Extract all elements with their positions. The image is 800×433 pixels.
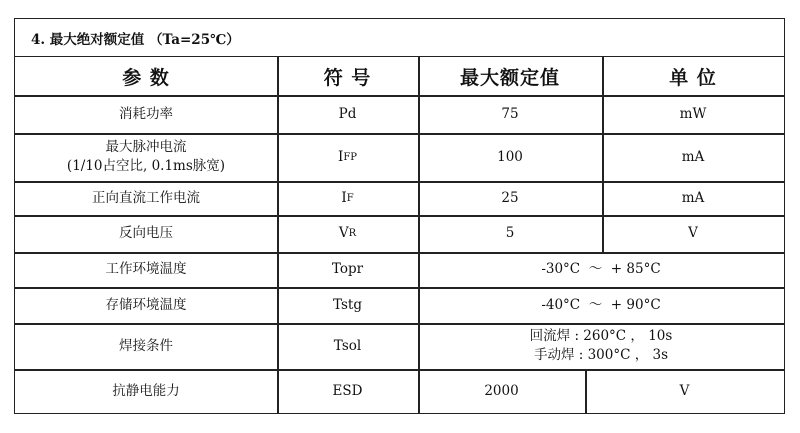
value-cell: -40°C ～ + 90°C xyxy=(541,296,661,313)
symbol-cell: Topr xyxy=(331,261,364,277)
value-line: 手动焊 : 300°C ， 3s xyxy=(533,347,669,363)
value-line: 回流焊 : 260°C ， 10s xyxy=(529,328,673,344)
symbol-main: I xyxy=(341,189,347,206)
param-cell: 消耗功率 xyxy=(119,105,173,122)
param-cell: 正向直流工作电流 xyxy=(92,189,200,206)
value-cell: 25 xyxy=(501,189,519,206)
symbol-cell xyxy=(277,215,418,252)
value-cell: 2000 xyxy=(484,382,519,399)
value-cell xyxy=(418,323,784,369)
header-max-rating: 最大额定值 xyxy=(459,66,560,89)
symbol-cell: Pd xyxy=(338,105,357,122)
value-cell: 100 xyxy=(497,148,523,165)
unit-cell: mW xyxy=(679,105,707,122)
symbol-cell: Tstg xyxy=(332,296,363,313)
symbol-cell xyxy=(277,181,418,215)
header-parameter: 参 数 xyxy=(122,66,170,89)
ratings-table xyxy=(14,18,785,414)
unit-cell: V xyxy=(679,382,690,399)
symbol-cell xyxy=(277,133,418,181)
param-cell: 工作环境温度 xyxy=(105,261,187,277)
symbol-cell: ESD xyxy=(332,382,363,399)
symbol-sub: FP xyxy=(343,151,357,163)
param-line: (1/10占空比, 0.1ms脉宽) xyxy=(66,158,226,174)
symbol-sub: R xyxy=(348,228,357,239)
value-cell: 5 xyxy=(505,225,515,241)
unit-cell: V xyxy=(688,225,698,241)
param-cell: 存储环境温度 xyxy=(105,296,187,313)
value-cell: -30°C ～ + 85°C xyxy=(541,261,661,277)
symbol-sub: F xyxy=(346,192,354,204)
param-cell: 焊接条件 xyxy=(119,337,173,354)
symbol-cell: Tsol xyxy=(333,337,362,354)
param-cell: 反向电压 xyxy=(119,225,173,241)
param-cell: 抗静电能力 xyxy=(112,382,180,399)
header-symbol: 符 号 xyxy=(323,66,372,89)
unit-cell: mA xyxy=(681,148,705,165)
param-cell xyxy=(15,133,277,181)
value-cell: 75 xyxy=(501,105,519,122)
header-unit: 单 位 xyxy=(669,66,717,89)
unit-cell: mA xyxy=(681,189,705,206)
table-title: 4. 最大绝对额定值 （Ta=25℃） xyxy=(15,19,784,57)
param-line: 最大脉冲电流 xyxy=(105,139,187,155)
symbol-main: V xyxy=(338,225,349,241)
symbol-main: I xyxy=(337,148,344,165)
